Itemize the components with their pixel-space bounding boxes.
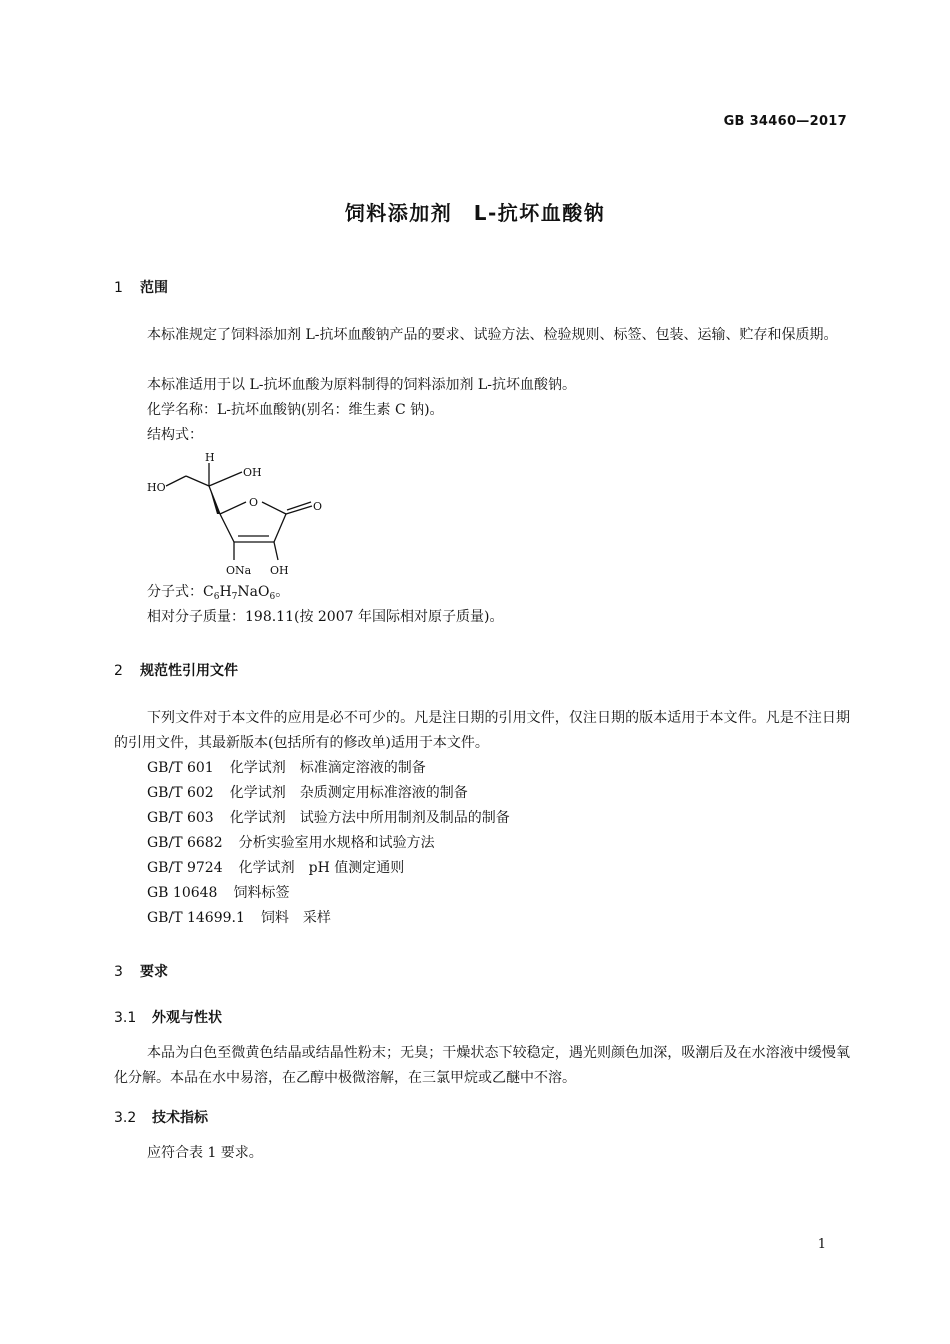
atom-h: H <box>205 451 215 464</box>
document-title: 饲料添加剂 L-抗坏血酸钠 <box>344 201 606 225</box>
formula-label: 分子式： <box>147 584 203 600</box>
atom-o-ring: O <box>249 496 259 509</box>
structural-formula <box>146 450 336 582</box>
reference-code: GB/T 601 <box>147 760 214 776</box>
reference-code: GB 10648 <box>147 885 218 901</box>
formula-c-count: 6 <box>213 592 220 602</box>
atom-oh-top: OH <box>243 466 262 479</box>
reference-item <box>147 781 468 806</box>
section-number: 3.1 <box>114 1010 137 1026</box>
formula-h-count: 7 <box>231 592 238 602</box>
structure-label: 结构式： <box>147 427 203 443</box>
reference-title: 饲料标签 <box>233 885 290 901</box>
section-number: 3 <box>114 964 123 980</box>
formula-c: C <box>203 584 214 600</box>
section-heading-3-2 <box>114 1107 208 1127</box>
formula-nao: NaO <box>237 584 270 600</box>
section-heading-3-1 <box>114 1007 222 1027</box>
section-number: 3.2 <box>114 1110 137 1126</box>
reference-item <box>147 831 435 856</box>
reference-code: GB/T 6682 <box>147 835 223 851</box>
reference-item <box>147 756 426 781</box>
page-number: 1 <box>817 1237 826 1252</box>
section-heading-3 <box>114 961 168 981</box>
scope-paragraph-1: 本标准规定了饲料添加剂 L-抗坏血酸钠产品的要求、试验方法、检验规则、标签、包装、运输、贮存和保质期。 <box>147 327 838 343</box>
formula-o-count: 6 <box>269 592 276 602</box>
reference-code: GB/T 602 <box>147 785 214 801</box>
reference-title: 分析实验室用水规格和试验方法 <box>238 835 435 851</box>
section-title: 要求 <box>140 964 168 980</box>
atom-oh-bottom: OH <box>270 564 289 577</box>
reference-title: 饲料 采样 <box>260 910 331 926</box>
reference-item <box>147 856 404 881</box>
references-intro: 下列文件对于本文件的应用是必不可少的。凡是注日期的引用文件，仅注日期的版本适用于本文件。凡是不注日期的引用文件，其最新版本(包括所有的修改单)适用于本文件。 <box>114 710 850 751</box>
formula-end: 。 <box>275 584 290 600</box>
section-title: 范围 <box>140 280 168 296</box>
reference-title: 化学试剂 试验方法中所用制剂及制品的制备 <box>229 810 510 826</box>
reference-item <box>147 881 289 906</box>
scope-paragraph-2: 本标准适用于以 L-抗坏血酸为原料制得的饲料添加剂 L-抗坏血酸钠。 <box>147 377 576 393</box>
section-number: 2 <box>114 663 123 679</box>
section-title: 技术指标 <box>152 1110 208 1126</box>
reference-title: 化学试剂 杂质测定用标准溶液的制备 <box>229 785 468 801</box>
formula-h: H <box>219 584 232 600</box>
section-heading-1 <box>114 277 168 297</box>
appearance-paragraph: 本品为白色至微黄色结晶或结晶性粉末；无臭；干燥状态下较稳定，遇光则颜色加深，吸潮后及在水溶液中缓慢氧化分解。本品在水中易溶，在乙醇中极微溶解，在三氯甲烷或乙醚中不溶。 <box>114 1045 850 1086</box>
atom-ho-left: HO <box>147 481 166 494</box>
reference-item <box>147 806 510 831</box>
reference-item <box>147 906 331 931</box>
section-title: 外观与性状 <box>152 1010 222 1026</box>
chemical-name: 化学名称：L-抗坏血酸钠(别名：维生素 C 钠)。 <box>147 402 444 418</box>
section-number: 1 <box>114 280 123 296</box>
reference-title: 化学试剂 标准滴定溶液的制备 <box>229 760 426 776</box>
atom-ona: ONa <box>226 564 252 577</box>
reference-code: GB/T 9724 <box>147 860 223 876</box>
section-title: 规范性引用文件 <box>140 663 238 679</box>
reference-code: GB/T 14699.1 <box>147 910 245 926</box>
reference-code: GB/T 603 <box>147 810 214 826</box>
section-heading-2 <box>114 660 238 680</box>
atom-o-carbonyl: O <box>313 500 323 513</box>
standard-number: GB 34460—2017 <box>723 114 847 129</box>
relative-molecular-mass: 相对分子质量：198.11(按 2007 年国际相对原子质量)。 <box>147 609 504 625</box>
reference-title: 化学试剂 pH 值测定通则 <box>238 860 405 876</box>
technical-indicators-text: 应符合表 1 要求。 <box>147 1145 263 1161</box>
